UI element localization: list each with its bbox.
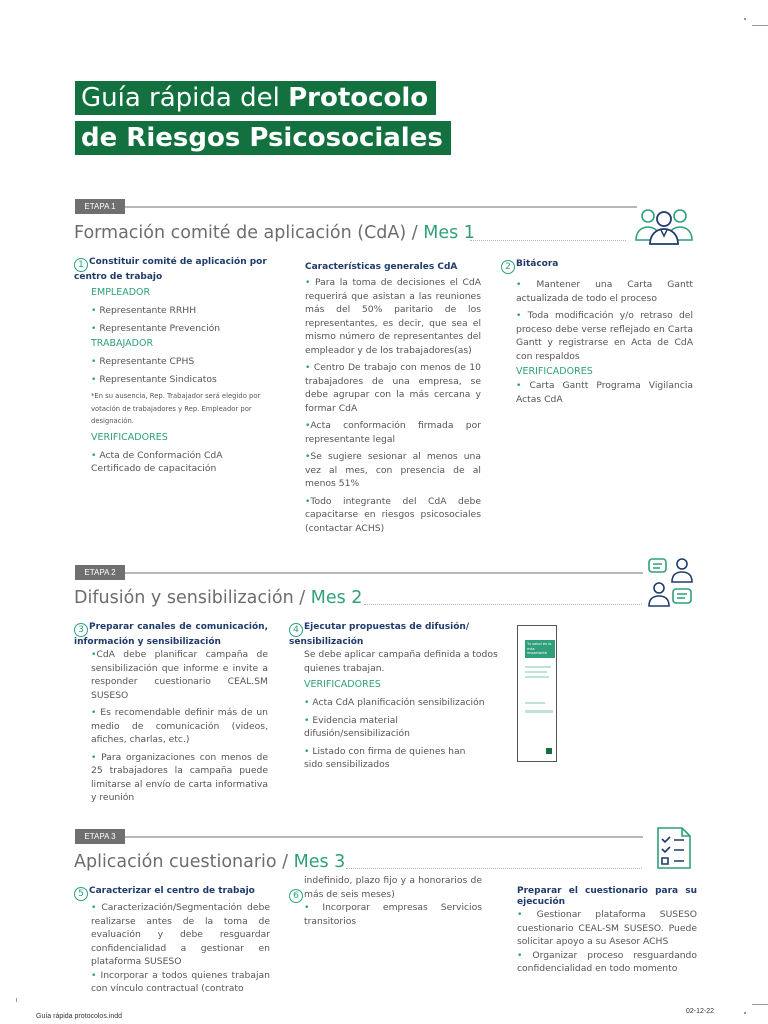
list-item: • Acta CdA planificación sensibilización	[304, 697, 485, 708]
list-item: •Acta conformación firmada por representante legal	[305, 420, 481, 445]
stage1-column1	[74, 257, 272, 476]
list-item: • Para organizaciones con menos de 25 trabajadores la campaña puede limitarse al envío de carta informativa y reunión	[91, 751, 268, 803]
step-heading: 2 Bitácora	[501, 259, 693, 274]
list-item: • Es recomendable definir más de un medio de comunicación (videos, afiches, charlas, etc.)	[91, 707, 268, 745]
page-title-line2: de Riesgos Psicosociales	[75, 121, 451, 155]
stage-divider	[125, 572, 643, 574]
stage-title: Formación comité de aplicación (CdA) / Mes 1	[74, 223, 475, 243]
step-number: 1	[74, 258, 88, 272]
stage2-column1	[74, 622, 268, 805]
list-item: • Carta Gantt Programa Vigilancia Actas CdA	[516, 380, 694, 405]
list-item: • Incorporar a todos quienes trabajan con vínculo contractual (contrato	[91, 969, 271, 994]
stage-divider	[125, 206, 637, 208]
list-item: • Toda modificación y/o retraso del proceso debe verse reflejado en Carta Gantt y registrarse en Acta de CdA con respaldos	[516, 310, 694, 362]
step-number: 5	[74, 887, 88, 901]
paragraph: Se debe aplicar campaña definida a todos quienes trabajan.	[304, 649, 498, 674]
list-item: • Evidencia material difusión/sensibilización	[304, 714, 410, 739]
stage-tag: ETAPA 1	[75, 199, 125, 214]
list-item: •Todo integrante del CdA debe capacitarse en riesgos psicosociales (contactar ACHS)	[305, 495, 481, 534]
list-item-continuation: Certificado de capacitación	[91, 463, 217, 474]
step-number: 6	[289, 889, 303, 903]
dotted-rule	[346, 868, 642, 869]
continued-text: indefinido, plazo fijo y a honorarios de más de seis meses)	[304, 875, 482, 900]
stage3-column3	[517, 886, 697, 976]
section-label: VERIFICADORES	[91, 431, 168, 443]
step-heading: Preparar el cuestionario para su ejecución	[517, 886, 697, 907]
section-label: VERIFICADORES	[304, 679, 381, 690]
list-item: • Gestionar plataforma SUSESO cuestionario CEAL-SM SUSESO. Puede solicitar apoyo a su Asesor ACHS	[517, 909, 697, 947]
footer-date: 02-12-22	[686, 1008, 715, 1015]
section-label: EMPLEADOR	[91, 287, 151, 298]
dotted-rule	[470, 240, 626, 241]
list-item: • Representante RRHH	[91, 305, 197, 316]
crop-mark	[752, 1004, 768, 1005]
stage-tag: ETAPA 2	[75, 565, 125, 580]
step-number-marker	[289, 886, 304, 903]
stage-divider	[125, 836, 643, 838]
crop-mark	[16, 998, 17, 1002]
list-item: • Representante Sindicatos	[91, 373, 217, 385]
communication-people-icon	[646, 556, 696, 608]
list-item: • Representante CPHS	[91, 356, 195, 367]
crop-mark	[744, 18, 746, 20]
list-item: • Mantener una Carta Gantt actualizada de todo el proceso	[516, 279, 693, 304]
footer-filename: Guía rápida protocolos.indd	[36, 1013, 122, 1020]
stage3-column1	[74, 886, 270, 996]
stage1-column2	[305, 262, 481, 535]
stage2-column2	[289, 622, 499, 772]
step-heading: 1 Constituir comité de aplicación por centro de trabajo	[74, 257, 267, 282]
stage-title: Difusión y sensibilización / Mes 2	[74, 588, 363, 608]
poster-title: Tu salud es lo más importante	[525, 640, 555, 658]
list-item: •CdA debe planificar campaña de sensibilización que informe e invite a responder cuestionario CEAL.SM SUSESO	[91, 649, 268, 701]
step-number: 2	[501, 260, 515, 274]
step-heading: Características generales CdA	[305, 262, 458, 272]
stage1-column3	[501, 259, 693, 406]
step-heading: 5 Caracterizar el centro de trabajo	[74, 886, 270, 901]
list-item: • Incorporar empresas Servicios transitorios	[304, 902, 483, 927]
list-item: • Para la toma de decisiones el CdA requerirá que asistan a las reuniones más del 50% paritario de los representantes, es decir, que sea el mismo número de representantes del empleador y de los trabajadores(as)	[305, 277, 481, 356]
stage3-column2	[289, 874, 482, 928]
campaign-poster-thumbnail	[517, 625, 557, 762]
step-heading: 4 Ejecutar propuestas de difusión/ sensibilización	[289, 622, 470, 647]
list-item: • Representante Prevención	[91, 322, 221, 334]
list-item: • Organizar proceso resguardando confidencialidad en todo momento	[517, 949, 697, 974]
page-title-line1: Guía rápida del Protocolo	[75, 81, 436, 115]
dotted-rule	[364, 604, 642, 605]
stage-title: Aplicación cuestionario / Mes 3	[74, 852, 346, 872]
list-item: • Acta de Conformación CdA	[91, 449, 223, 461]
list-item: • Centro De trabajo con menos de 10 trabajadores de una empresa, se debe agrupar con la más cercana y formar CdA	[305, 362, 482, 414]
stage-tag: ETAPA 3	[75, 829, 125, 844]
crop-mark	[752, 25, 768, 26]
step-number: 4	[289, 623, 303, 637]
list-item: • Listado con firma de quienes han sido sensibilizados	[304, 745, 466, 770]
committee-people-icon	[632, 204, 696, 246]
checklist-clipboard-icon	[652, 822, 694, 872]
footnote: *En su ausencia, Rep. Trabajador será elegido por votación de trabajadores y Rep. Empleador por designación.	[91, 392, 261, 425]
step-number: 3	[74, 623, 88, 637]
section-label: TRABAJADOR	[91, 338, 154, 349]
list-item: • Caracterización/Segmentación debe realizarse antes de la toma de evaluación y debe resguardar confidencialidad a gestionar en plataforma SUSESO	[91, 902, 270, 967]
step-heading: 3 Preparar canales de comunicación, información y sensibilización	[74, 622, 268, 647]
crop-mark	[744, 1012, 746, 1014]
section-label: VERIFICADORES	[516, 366, 593, 377]
list-item: •Se sugiere sesionar al menos una vez al mes, con presencia de al menos 51%	[305, 451, 481, 489]
